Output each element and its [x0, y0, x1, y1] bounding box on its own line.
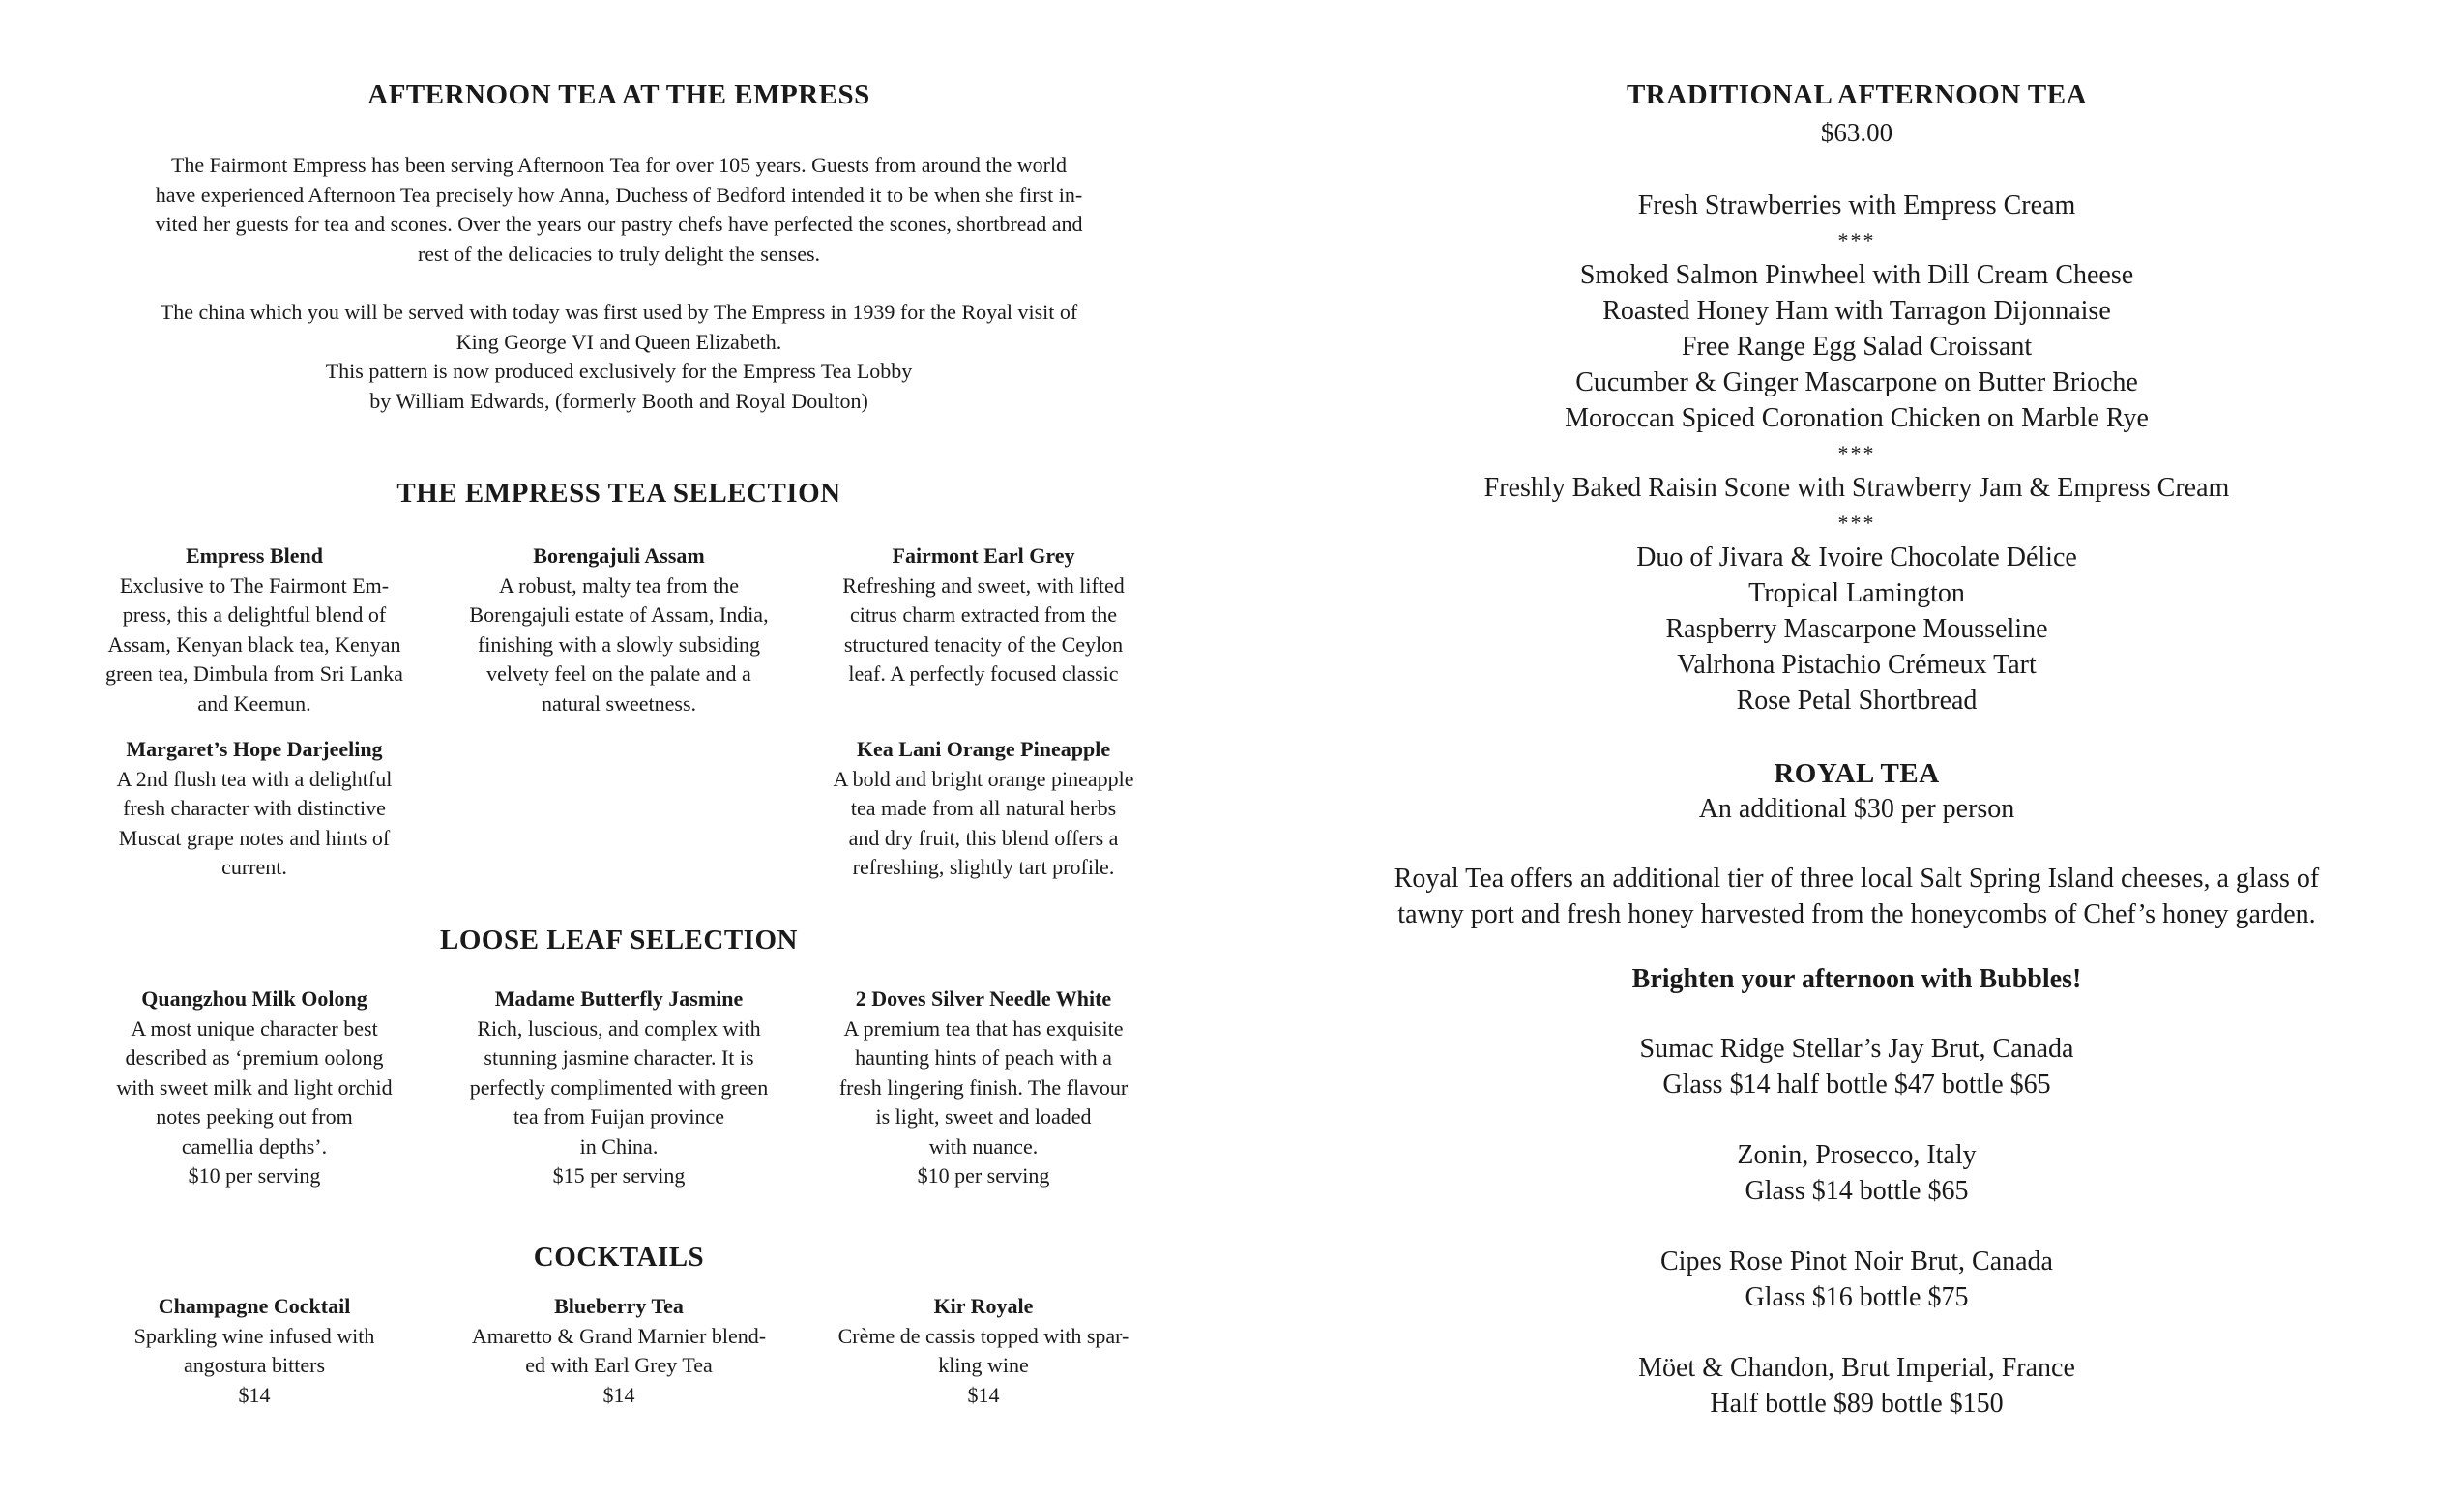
bubbles-item: Möet & Chandon, Brut Imperial, France Half bottle $89 bottle $150 — [1335, 1350, 2379, 1422]
bubbles-title: Brighten your afternoon with Bubbles! — [1631, 964, 2082, 994]
tea-item: Empress Blend Exclusive to The Fairmont Em- press, this a delightful blend of Assam, Kenyan black tea, Kenyan green tea, Dimbula from Sri Lanka and Keemun. — [105, 543, 403, 716]
cocktails-title: COCKTAILS — [533, 1242, 705, 1273]
tea-item: Madame Butterfly Jasmine Rich, luscious, and complex with stunning jasmine character. It is perfectly complimented with green tea from Fuijan province in China. $15 per serving — [452, 984, 786, 1191]
bubbles-item: Cipes Rose Pinot Noir Brut, Canada Glass $16 bottle $75 — [1335, 1244, 2379, 1315]
tea-selection-row-1 — [87, 542, 1151, 719]
royal-tea-price: An additional $30 per person — [1698, 794, 2015, 824]
tea-selection-row-2 — [87, 735, 1151, 883]
menu-course-fruit: Fresh Strawberries with Empress Cream — [1637, 191, 2076, 220]
cocktail-item: Kir Royale Crème de cassis topped with spar- kling wine $14 — [816, 1292, 1151, 1410]
royal-tea-title: ROYAL TEA — [1774, 758, 1940, 789]
price: $10 per serving — [188, 1163, 321, 1188]
bubbles-item: Sumac Ridge Stellar’s Jay Brut, Canada Glass $14 half bottle $47 bottle $65 — [1335, 1031, 2379, 1102]
tea-item: Kea Lani Orange Pineapple A bold and bright orange pineapple tea made from all natural herbs and dry fruit, this blend offers a refreshing, slightly tart profile. — [833, 737, 1134, 879]
price: $14 — [967, 1382, 1000, 1407]
price: Half bottle $89 bottle $150 — [1710, 1389, 2004, 1419]
tea-item: Margaret’s Hope Darjeeling A 2nd flush tea with a delightful fresh character with distinctive Muscat grape notes and hints of current. — [116, 737, 393, 879]
price: $14 — [238, 1382, 271, 1407]
course-separator: *** — [1837, 511, 1876, 535]
menu-course-scone: Freshly Baked Raisin Scone with Strawberry Jam & Empress Cream — [1483, 473, 2230, 503]
royal-tea-description: Royal Tea offers an additional tier of three local Salt Spring Island cheeses, a glass of tawny port and fresh honey harvested from the honeycombs of Chef’s honey garden. — [1393, 864, 2320, 929]
tea-item: Quangzhou Milk Oolong A most unique character best described as ‘premium oolong with sweet milk and light orchid notes peeking out from camellia depths’. $10 per serving — [87, 984, 422, 1191]
tea-item: Fairmont Earl Grey Refreshing and sweet, with lifted citrus charm extracted from the structured tenacity of the Ceylon leaf. A perfectly focused classic — [842, 543, 1125, 686]
tea-item: 2 Doves Silver Needle White A premium tea that has exquisite haunting hints of peach with a fresh lingering finish. The flavour is light, sweet and loaded with nuance. $10 per serving — [816, 984, 1151, 1191]
price: $14 — [602, 1382, 635, 1407]
price: Glass $16 bottle $75 — [1745, 1282, 1969, 1312]
price: $10 per serving — [917, 1163, 1050, 1188]
china-paragraph: The china which you will be served with today was first used by The Empress in 1939 for the Royal visit of King George VI and Queen Elizabeth. This pattern is now produced exclusively for the Empress Tea Lobby by William Edwards, (formerly Booth and Royal Doulton) — [160, 300, 1078, 413]
tea-selection-title: THE EMPRESS TEA SELECTION — [396, 478, 841, 509]
traditional-tea-title: TRADITIONAL AFTERNOON TEA — [1626, 79, 2088, 110]
loose-leaf-row — [87, 984, 1151, 1191]
price: Glass $14 bottle $65 — [1745, 1176, 1969, 1206]
menu-course-sweets: Duo of Jivara & Ivoire Chocolate Délice Tropical Lamington Raspberry Mascarpone Mousseline Valrhona Pistachio Crémeux Tart Rose Petal Shortbread — [1636, 543, 2077, 716]
loose-leaf-title: LOOSE LEAF SELECTION — [440, 924, 798, 955]
bubbles-item: Zonin, Prosecco, Italy Glass $14 bottle $65 — [1335, 1137, 2379, 1209]
cocktail-item: Blueberry Tea Amaretto & Grand Marnier blend- ed with Earl Grey Tea $14 — [452, 1292, 786, 1410]
price: Glass $14 half bottle $47 bottle $65 — [1662, 1070, 2051, 1100]
intro-paragraph: The Fairmont Empress has been serving Afternoon Tea for over 105 years. Guests from around the world have experienced Afternoon Tea precisely how Anna, Duchess of Bedford intended it to be when she first in- vited her guests for tea and scones. Over the years our pastry chefs have perfected the scones, shortbread and rest of the delicacies to truly delight the senses. — [155, 153, 1083, 266]
cocktail-item: Champagne Cocktail Sparkling wine infused with angostura bitters $14 — [87, 1292, 422, 1410]
cocktails-row — [87, 1292, 1151, 1410]
traditional-tea-price: $63.00 — [1820, 118, 1893, 147]
course-separator: *** — [1837, 441, 1876, 465]
tea-item: Borengajuli Assam A robust, malty tea from the Borengajuli estate of Assam, India, finishing with a slowly subsiding velvety feel on the palate and a natural sweetness. — [469, 543, 769, 716]
price: $15 per serving — [552, 1163, 686, 1188]
empty-column — [452, 735, 786, 883]
intro-title: AFTERNOON TEA AT THE EMPRESS — [367, 79, 870, 110]
menu-course-savoury: Smoked Salmon Pinwheel with Dill Cream Cheese Roasted Honey Ham with Tarragon Dijonnaise Free Range Egg Salad Croissant Cucumber & Ginger Mascarpone on Butter Brioche Moroccan Spiced Coronation Chicken on Marble Rye — [1565, 260, 2149, 433]
course-separator: *** — [1837, 228, 1876, 252]
